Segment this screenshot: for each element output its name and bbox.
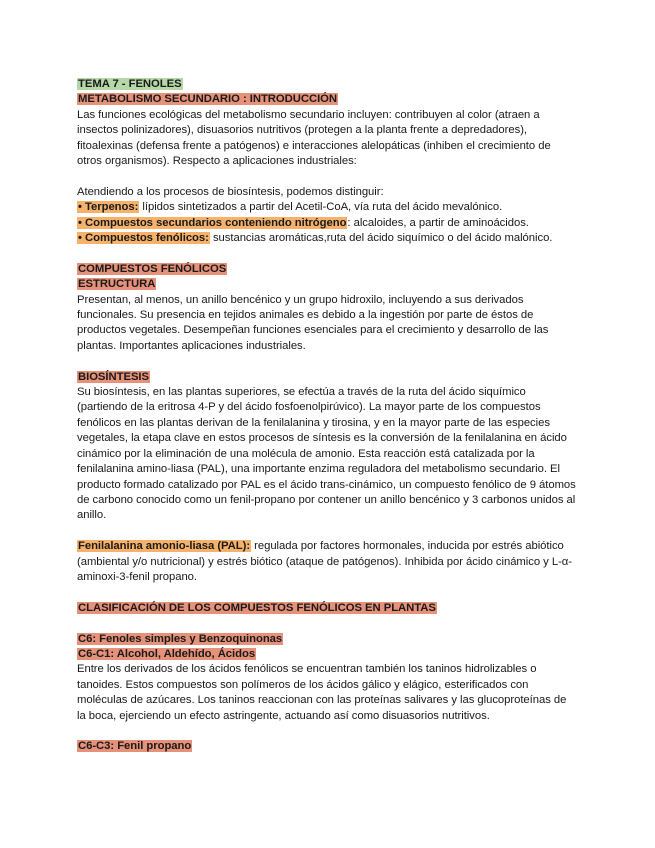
- intro-paragraph: Las funciones ecológicas del metabolismo secundario incluyen: contribuyen al color (atraen a insectos polinizadores), disuasorios nutritivos (protegen a la planta frente a depredadores), fitoalexinas (defensa frente a patógenos) e interacciones alelopáticas (inhiben el crecimiento de otros organismos). Respecto a aplicaciones industriales:: [77, 108, 551, 168]
- document-page: [77, 77, 577, 755]
- bullet-text-terpenos: lípidos sintetizados a partir del Acetil-CoA, vía ruta del ácido mevalónico.: [139, 201, 503, 214]
- biosynthesis-lead: Atendiendo a los procesos de biosíntesis, podemos distinguir:: [77, 185, 384, 198]
- classification-heading-text: CLASIFICACIÓN DE LOS COMPUESTOS FENÓLICOS EN PLANTAS: [78, 601, 436, 614]
- c6c3-heading-text: C6-C3: Fenil propano: [78, 740, 192, 753]
- bullet-text-nitrogeno: : alcaloides, a partir de aminoácidos.: [347, 216, 529, 229]
- biosintesis-paragraph: Su biosíntesis, en las plantas superiores, se efectúa a través de la ruta del ácido siquímico (partiendo de la eritrosa 4-P y del ácido fosfoenolpirúvico). La mayor parte de los compuestos fenólicos en las plantas derivan de la fenilalanina y tirosina, y en la mayor parte de las especies vegetales, la etapa clave en estos procesos de síntesis es la conversión de la fenilalanina en ácido cinámico por la eliminación de una molécula de amonio. Esta reacción está catalizada por la fenilalanina amino-liasa (PAL), una importante enzima reguladora del metabolismo secundario. El producto formado catalizado por PAL es el ácido trans-cinámico, un compuesto fenólico de 9 átomos de carbono conocido como un fenil-propano por contener un anillo bencénico y 3 carbonos unidos al anillo.: [77, 386, 576, 522]
- tema-title: [77, 77, 577, 92]
- c6c1-paragraph: Entre los derivados de los ácidos fenólicos se encuentran también los taninos hidrolizables o tanoides. Estos compuestos son polímeros de los ácidos gálico y elágico, esterificados con moléculas de azúcares. Los taninos reaccionan con las proteínas salivares y las glucoproteínas de la boca, ejerciendo un efecto astringente, actuando así como disuasorios nutritivos.: [77, 663, 567, 722]
- pal-text: regulada por factores hormonales, inducida por estrés abiótico (ambiental y/o nutricional) y estrés biótico (ataque de patógenos). Inhibida por ácido cinámico y L-α-aminoxi-3-fenil propano.: [77, 540, 572, 583]
- pal-paragraph: [77, 539, 577, 585]
- tema-title-text: TEMA 7 - FENOLES: [78, 78, 182, 90]
- c6c1-heading: [77, 647, 577, 662]
- bullet-term-fenolicos: • Compuestos fenólicos:: [78, 232, 209, 245]
- phenolic-heading-text: COMPUESTOS FENÓLICOS: [78, 262, 227, 275]
- structure-paragraph: Presentan, al menos, un anillo bencénico y un grupo hidroxilo, incluyendo a sus derivados funcionales. Su presencia en tejidos animales es debido a la ingestión por parte de éstos de productos vegetales. Desempeñan funciones esenciales para el crecimiento y desarrollo de las plantas. Importantes aplicaciones industriales.: [77, 293, 549, 352]
- bullet-term-nitrogeno: • Compuestos secundarios conteniendo nitrógeno: [78, 216, 347, 229]
- structure-heading-text: ESTRUCTURA: [78, 278, 156, 291]
- c6-heading-text: C6: Fenoles simples y Benzoquinonas: [78, 632, 283, 645]
- phenolic-heading: [77, 262, 577, 277]
- intro-heading-text: METABOLISMO SECUNDARIO : INTRODUCCIÓN: [78, 93, 338, 106]
- bullet-text-fenolicos: sustancias aromáticas,ruta del ácido siquímico o del ácido malónico.: [209, 232, 553, 245]
- intro-heading: [77, 92, 577, 107]
- classification-heading: [77, 601, 577, 616]
- bullet-fenolicos: [77, 231, 577, 246]
- pal-term: Fenilalanina amonio-liasa (PAL):: [78, 540, 251, 553]
- bullet-terpenos: [77, 200, 577, 215]
- biosintesis-heading: [77, 370, 577, 385]
- c6c3-heading: [77, 739, 577, 754]
- structure-heading: [77, 277, 577, 292]
- c6c1-heading-text: C6-C1: Alcohol, Aldehído, Ácidos: [78, 647, 256, 660]
- c6-heading: [77, 632, 577, 647]
- biosintesis-heading-text: BIOSÍNTESIS: [78, 370, 150, 383]
- bullet-term-terpenos: • Terpenos:: [78, 201, 139, 214]
- bullet-nitrogeno: [77, 216, 577, 231]
